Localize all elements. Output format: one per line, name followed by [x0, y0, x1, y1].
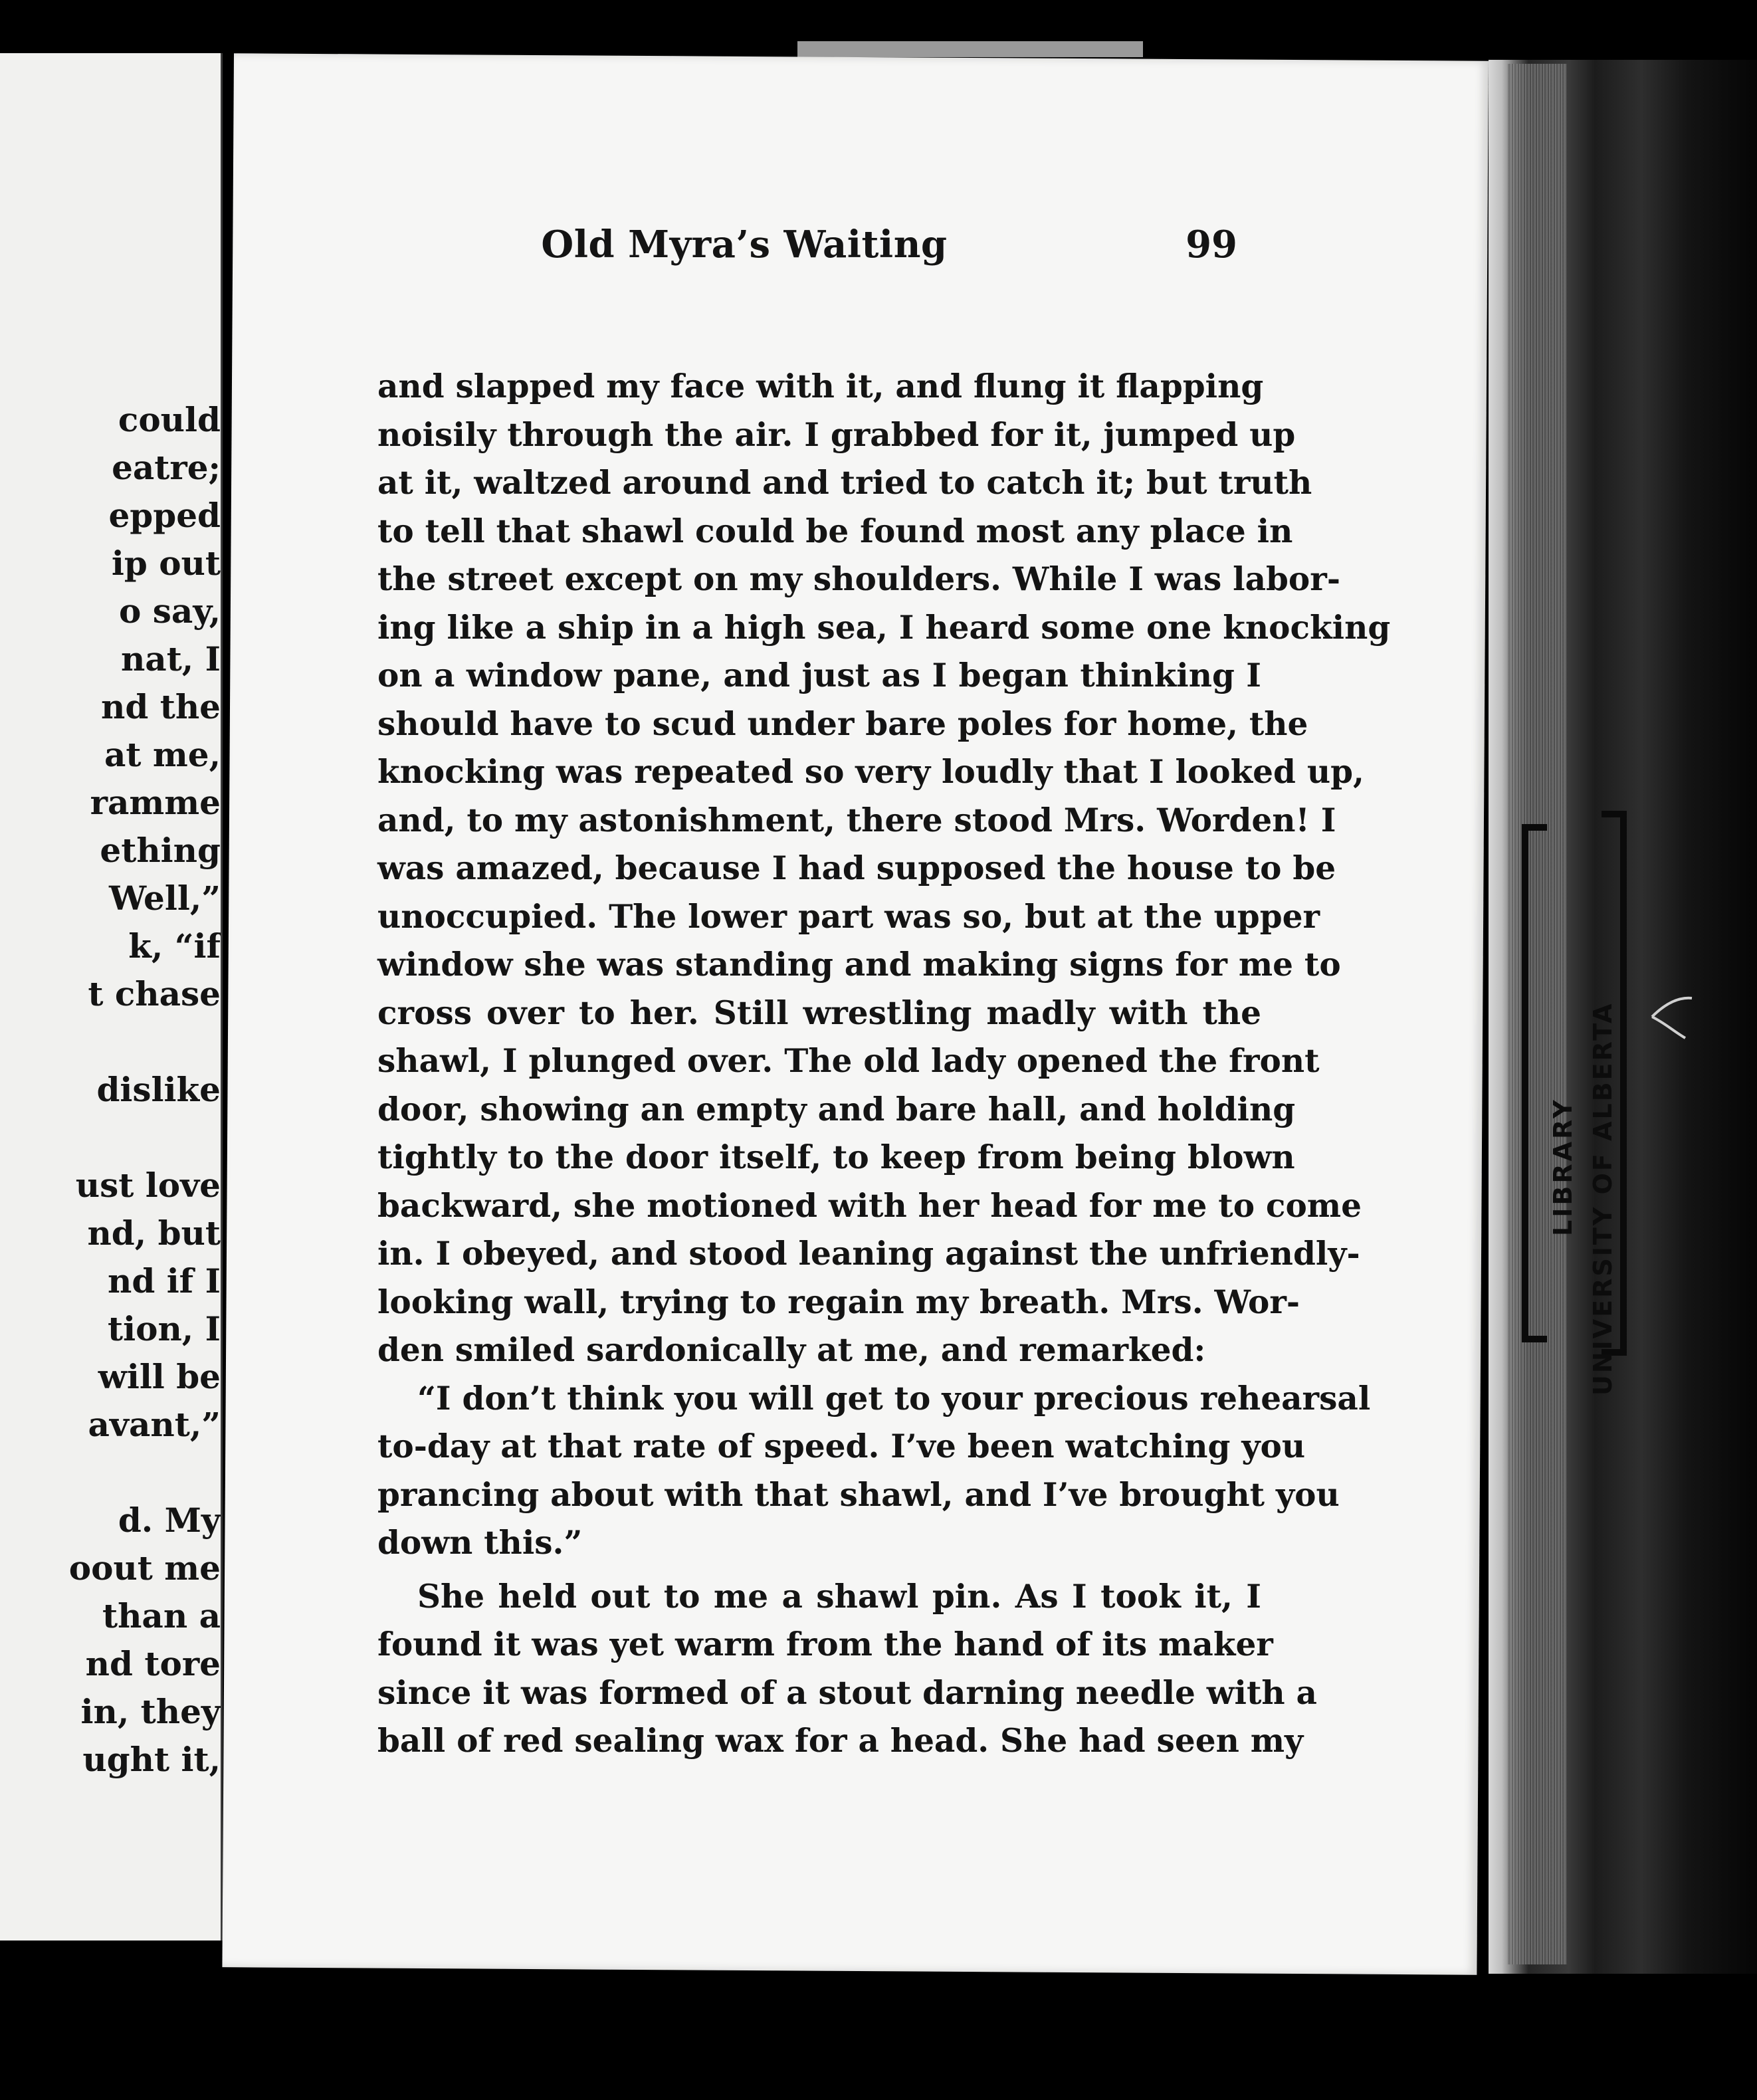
text-line: noisily through the air. I grabbed for it, jumped up	[377, 415, 1296, 454]
left-page-line: ething	[100, 831, 221, 870]
text-line: and slapped my face with it, and flung it flapping	[377, 368, 1264, 405]
left-page-line: k, “if	[128, 926, 221, 966]
page-number: 99	[1186, 223, 1237, 266]
left-page-line: nd tore	[85, 1644, 221, 1683]
text-line: cross over to her. Still wrestling madly with the	[377, 994, 1261, 1032]
left-page-line: o say,	[119, 591, 221, 631]
text-line: “I don’t think you will get to your precious rehearsal	[417, 1379, 1371, 1418]
text-line: to-day at that rate of speed. I’ve been watching you	[377, 1427, 1306, 1465]
text-line: in. I obeyed, and stood leaning against the unfriendly-	[377, 1235, 1360, 1273]
text-line: ball of red sealing wax for a head. She had seen my	[377, 1722, 1304, 1760]
stamp-library-text: LIBRARY	[1548, 1097, 1578, 1236]
text-line: She held out to me a shawl pin. As I took it, I	[417, 1577, 1261, 1616]
left-page-line	[1, 1114, 221, 1162]
left-page-line: in, they	[80, 1692, 221, 1731]
left-page-line	[1, 1449, 221, 1497]
text-line: shawl, I plunged over. The old lady opened the front	[377, 1042, 1320, 1080]
text-line: and, to my astonishment, there stood Mrs. Worden! I	[377, 801, 1336, 839]
page-curl-mark	[1645, 990, 1699, 1043]
text-line: looking wall, trying to regain my breath. Mrs. Wor-	[377, 1283, 1300, 1321]
top-page-edge	[797, 41, 1143, 57]
text-line: should have to scud under bare poles for home, the	[377, 704, 1308, 743]
text-line: window she was standing and making signs for me to	[377, 946, 1341, 984]
left-page-line: ramme	[90, 783, 221, 822]
text-line: prancing about with that shawl, and I’ve brought you	[377, 1475, 1340, 1514]
left-page-line: avant,”	[88, 1405, 221, 1444]
left-page-line: t chase	[88, 974, 221, 1013]
left-page-line: nd the	[101, 687, 221, 726]
left-page-line: dislike	[96, 1070, 221, 1109]
left-page-line: epped	[108, 496, 221, 535]
left-page-line: Well,”	[108, 879, 221, 918]
stamp-university-text: UNIVERSITY OF ALBERTA	[1588, 1001, 1617, 1396]
text-line: den smiled sardonically at me, and remarked:	[377, 1331, 1206, 1369]
left-page-line: oout me	[68, 1548, 221, 1588]
text-line: the street except on my shoulders. While I was labor-	[377, 560, 1340, 598]
text-line: since it was formed of a stout darning needle with a	[377, 1673, 1317, 1712]
left-page-line: nd, but	[87, 1213, 221, 1253]
left-page-text	[1, 396, 221, 1784]
left-page-line: ip out	[111, 544, 221, 583]
left-page-line: nd if I	[107, 1261, 221, 1301]
left-page-line: ught it,	[82, 1740, 221, 1779]
left-facing-page	[0, 53, 223, 1941]
text-line: found it was yet warm from the hand of its maker	[377, 1626, 1273, 1663]
running-head-title: Old Myra’s Waiting	[541, 223, 948, 266]
left-page-line: could	[118, 400, 221, 439]
text-line: knocking was repeated so very loudly that I looked up,	[377, 753, 1364, 791]
left-page-line: nat, I	[120, 639, 221, 679]
text-line: at it, waltzed around and tried to catch it; but truth	[377, 464, 1312, 502]
left-page-line: d. My	[118, 1501, 221, 1540]
body-text	[377, 363, 1391, 1766]
text-line: door, showing an empty and bare hall, and holding	[377, 1090, 1296, 1128]
running-head	[412, 218, 1236, 271]
left-page-line: ust love	[75, 1166, 221, 1205]
left-page-line: tion, I	[108, 1309, 221, 1348]
left-page-line: at me,	[104, 735, 221, 774]
text-line: down this.”	[377, 1524, 583, 1562]
text-line: ing like a ship in a high sea, I heard some one knocking	[377, 608, 1391, 647]
library-stamp	[1522, 771, 1655, 1422]
left-page-line: will be	[98, 1357, 221, 1396]
stamp-bracket-left	[1522, 824, 1547, 1342]
text-line: tightly to the door itself, to keep from being blown	[377, 1138, 1295, 1176]
text-line: was amazed, because I had supposed the house to be	[377, 849, 1336, 887]
text-line: backward, she motioned with her head for me to come	[377, 1186, 1362, 1225]
left-page-line: than a	[102, 1596, 221, 1635]
text-line: on a window pane, and just as I began thinking I	[377, 657, 1261, 694]
text-line: unoccupied. The lower part was so, but at the upper	[377, 897, 1320, 936]
text-line: to tell that shawl could be found most any place in	[377, 512, 1293, 550]
left-page-line: eatre;	[112, 448, 221, 487]
left-page-line	[1, 1018, 221, 1066]
